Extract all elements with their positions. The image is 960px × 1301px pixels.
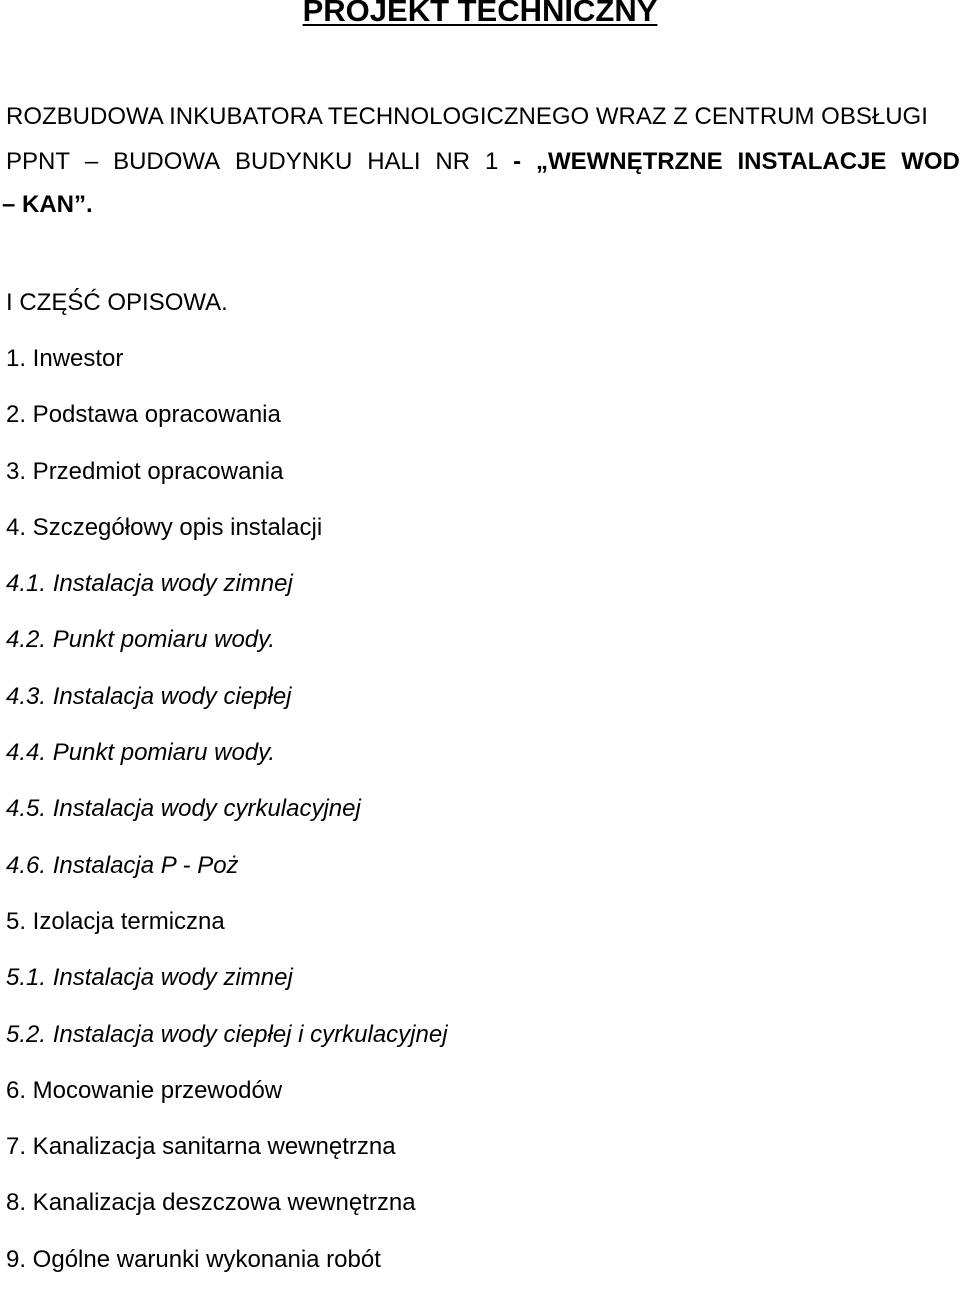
subject-word: PPNT: [6, 148, 71, 175]
subject-word: -: [513, 148, 522, 175]
toc-subitem: 4.2. Punkt pomiaru wody.: [6, 626, 276, 654]
toc-item: 4. Szczegółowy opis instalacji: [6, 513, 323, 541]
toc-item: 5. Izolacja termiczna: [6, 907, 225, 935]
toc-subitem: 5.2. Instalacja wody ciepłej i cyrkulacyjnej: [6, 1020, 448, 1048]
toc-item: 1. Inwestor: [6, 345, 124, 372]
page-title: PROJEKT TECHNICZNY: [302, 0, 658, 28]
toc-subitem: 4.1. Instalacja wody zimnej: [6, 570, 293, 598]
toc-item: 6. Mocowanie przewodów: [6, 1076, 283, 1104]
subject-fragment: – KAN: [2, 191, 75, 218]
toc-subitem: 4.4. Punkt pomiaru wody.: [6, 739, 276, 767]
subject-line-2: [6, 147, 960, 177]
subject-word: NR: [435, 148, 471, 175]
toc-subitem: 5.1. Instalacja wody zimnej: [6, 964, 293, 992]
subject-word: BUDOWA: [113, 148, 221, 175]
toc-item: 7. Kanalizacja sanitarna wewnętrzna: [6, 1133, 396, 1161]
toc-item: 3. Przedmiot opracowania: [6, 457, 284, 485]
toc-item: 2. Podstawa opracowania: [6, 401, 281, 429]
toc-item: 9. Ogólne warunki wykonania robót: [6, 1245, 381, 1273]
subject-word: WOD: [901, 148, 960, 175]
section-heading: I CZĘŚĆ OPISOWA.: [6, 289, 228, 316]
subject-word: „WEWNĘTRZNE: [535, 148, 723, 175]
subject-line-3: [2, 190, 956, 220]
toc-item: 8. Kanalizacja deszczowa wewnętrzna: [6, 1189, 416, 1217]
toc-subitem: 4.6. Instalacja P - Poż: [6, 851, 239, 879]
subject-word: INSTALACJE: [737, 148, 887, 175]
subject-fragment: ”.: [74, 191, 93, 218]
toc-subitem: 4.5. Instalacja wody cyrkulacyjnej: [6, 795, 361, 823]
table-of-contents: [6, 344, 448, 1301]
subject-word: 1: [484, 148, 499, 175]
subject-word: HALI: [367, 148, 421, 175]
toc-subitem: 4.3. Instalacja wody ciepłej: [6, 682, 292, 710]
subject-word: BUDYNKU: [235, 148, 353, 175]
subject-line-1: ROZBUDOWA INKUBATORA TECHNOLOGICZNEGO WRAZ Z CENTRUM OBSŁUGI: [6, 103, 928, 130]
subject-word: –: [84, 148, 99, 175]
